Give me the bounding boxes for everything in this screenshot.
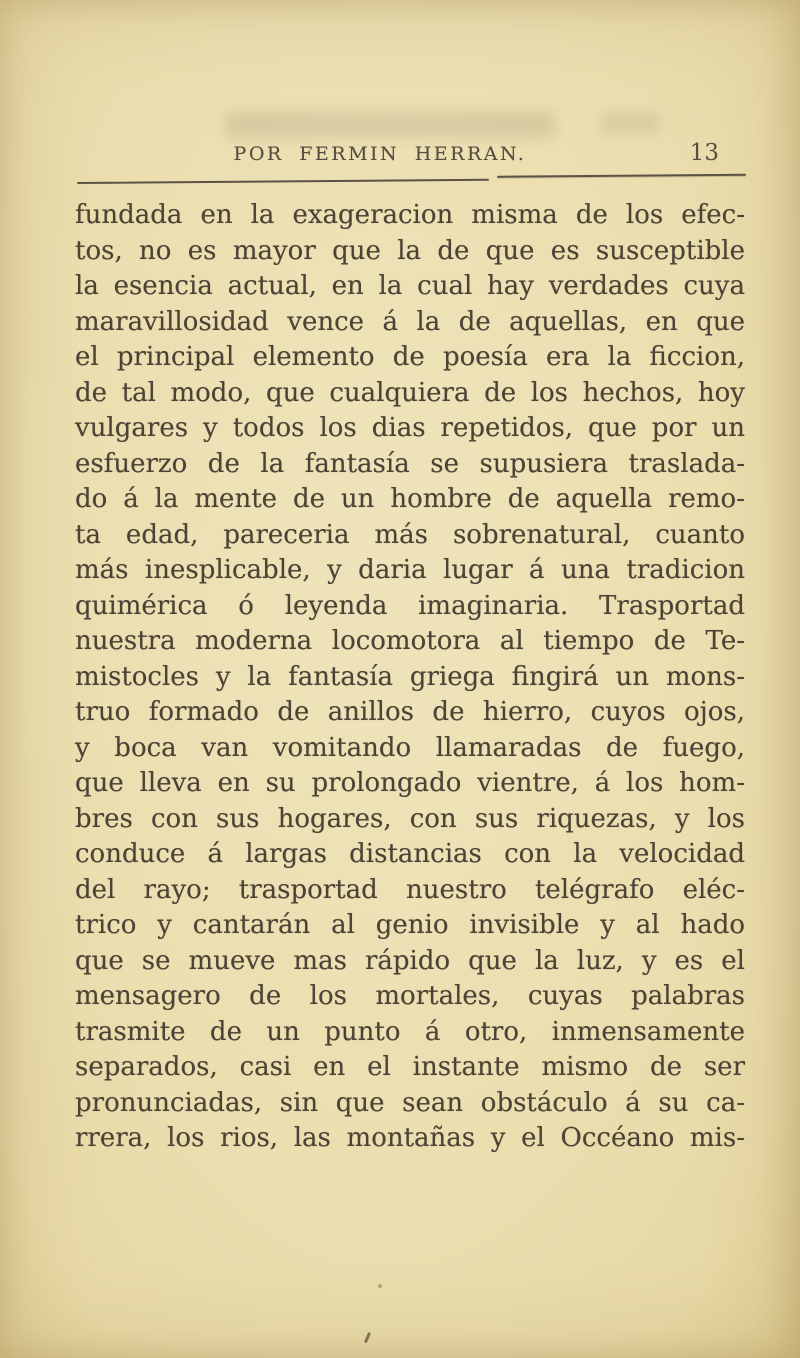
header-rule-right-segment [497,174,746,178]
text-line: más inesplicable, y daria lugar á una tradicion [75,555,745,585]
text-line: trasmite de un punto á otro, inmensamente [75,1016,745,1047]
show-through-smudge [225,112,555,138]
page-number: 13 [689,140,719,166]
running-title: POR FERMIN HERRAN. [233,143,527,165]
text-line: de tal modo, que cualquiera de los hechos, hoy [75,377,745,408]
header-rule-left-segment [77,179,489,185]
text-line: esfuerzo de la fantasía se supusiera traslada- [75,448,745,479]
text-line: quimérica ó leyenda imaginaria. Trasportad [75,590,745,621]
text-line: nuestra moderna locomotora al tiempo de Te- [75,626,745,656]
text-line: fundada en la exageracion misma de los efec- [75,200,745,230]
text-line: conduce á largas distancias con la velocidad [75,839,745,869]
text-line: ta edad, pareceria más sobrenatural, cuanto [75,519,745,550]
running-header [75,140,745,169]
text-line: bres con sus hogares, con sus riquezas, y los [75,803,745,834]
header-rule [77,174,746,179]
text-line: la esencia actual, en la cual hay verdades cuya [75,271,745,301]
text-line: el principal elemento de poesía era la ficcion, [75,342,745,372]
paper-speck [364,1332,371,1343]
text-line: y boca van vomitando llamaradas de fuego, [75,732,745,763]
text-line: maravillosidad vence á la de aquellas, en que [75,306,745,337]
text-line: que lleva en su prolongado vientre, á los hom- [75,768,745,798]
text-line: rrera, los rios, las montañas y el Occéano mis- [75,1123,745,1153]
text-line: trico y cantarán al genio invisible y al hado [75,910,745,940]
text-line: mistocles y la fantasía griega fingirá un mons- [75,661,745,692]
show-through-smudge [600,112,660,134]
text-line: do á la mente de un hombre de aquella remo- [75,484,745,514]
text-line: mensagero de los mortales, cuyas palabras [75,981,745,1011]
text-line: vulgares y todos los dias repetidos, que por un [75,413,745,443]
text-line: que se mueve mas rápido que la luz, y es el [75,945,745,976]
text-line: tos, no es mayor que la de que es susceptible [75,235,745,266]
paper-speck [378,1284,382,1288]
text-line: pronunciadas, sin que sean obstáculo á su ca- [75,1087,745,1118]
body-text [75,198,745,1157]
text-line: del rayo; trasportad nuestro telégrafo eléc- [75,874,745,905]
text-line: separados, casi en el instante mismo de ser [75,1052,745,1082]
text-line: truo formado de anillos de hierro, cuyos ojos, [75,697,745,727]
